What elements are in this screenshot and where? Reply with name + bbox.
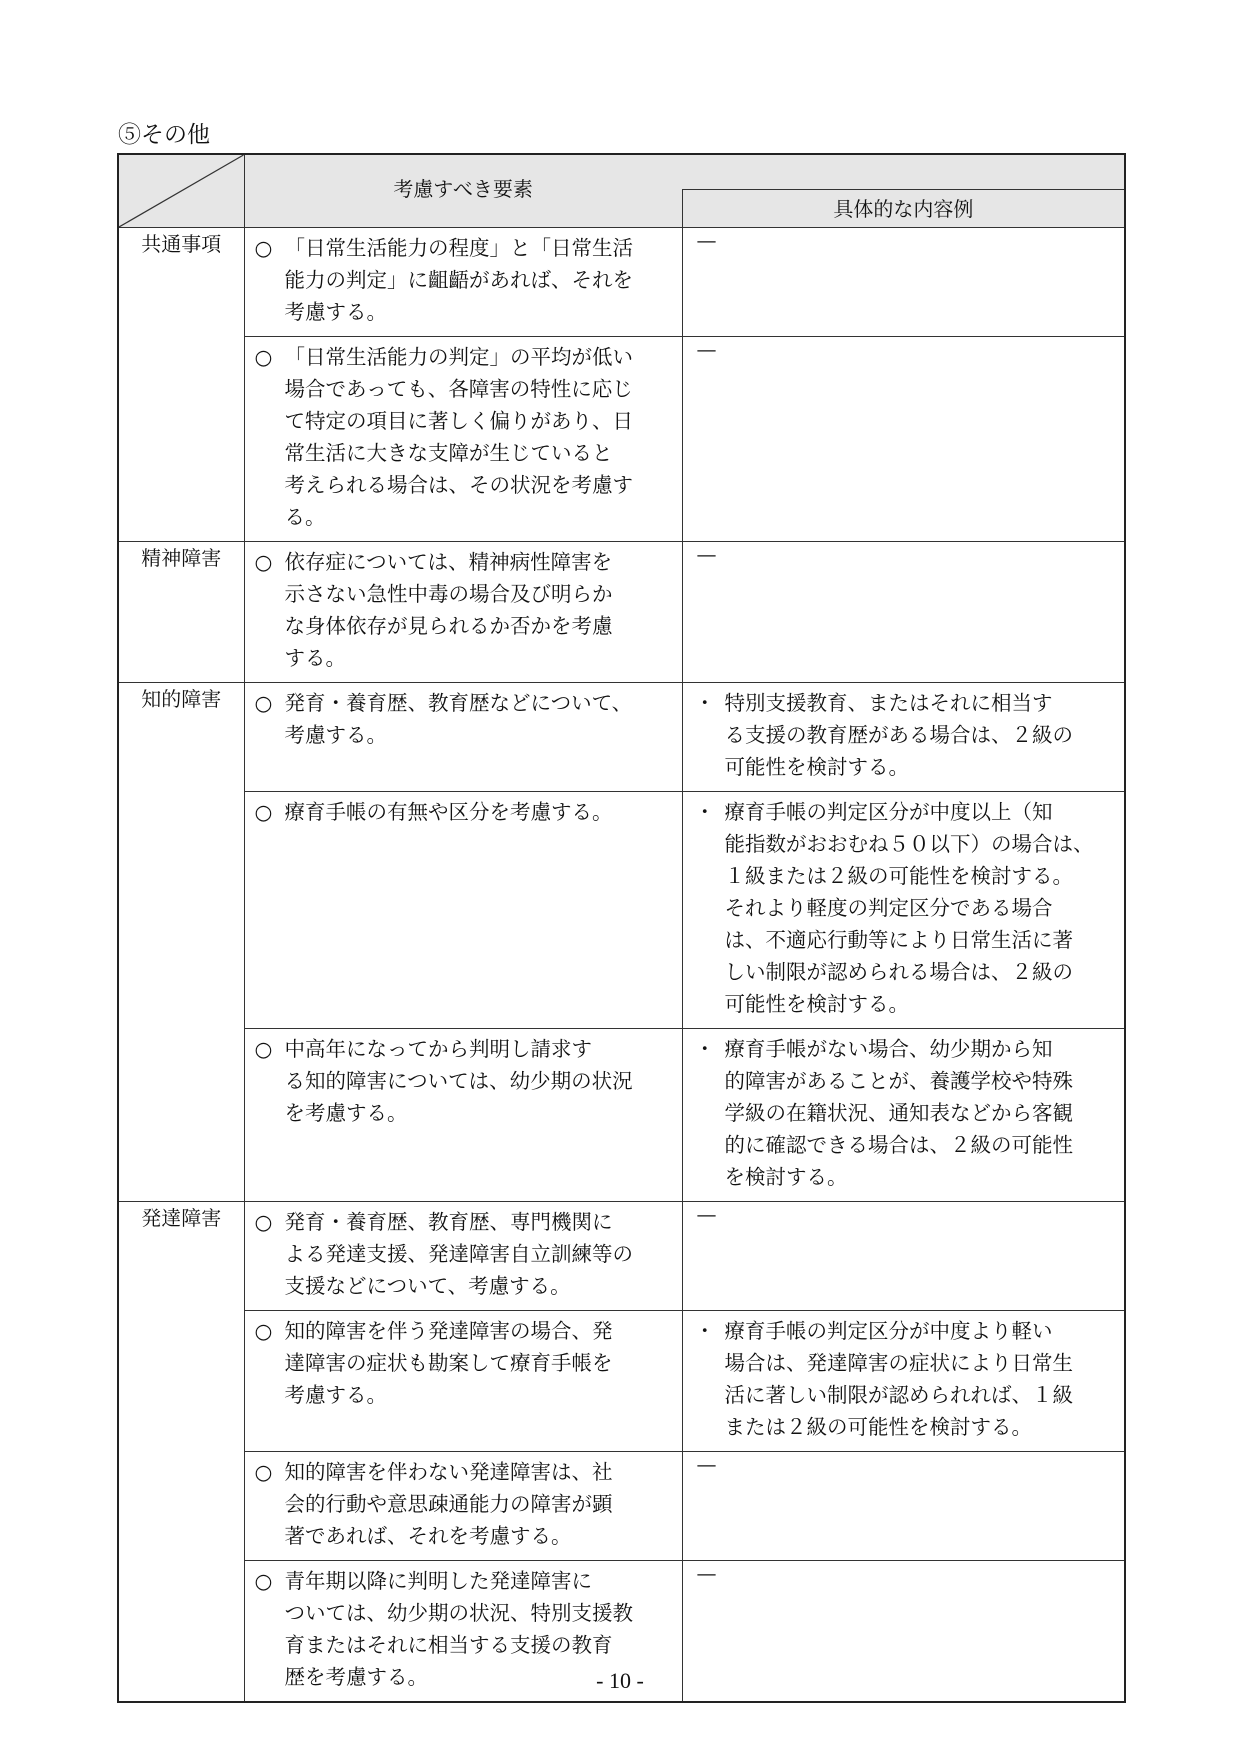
category-cell: 発達障害 (118, 1202, 244, 1703)
factor-text-line: 能力の判定」に齟齬があれば、それを (284, 268, 633, 292)
factor-text-line: 著であれば、それを考慮する。 (284, 1524, 572, 1548)
example-text-line: 能指数がおおむね５０以下）の場合は、 (724, 832, 1094, 856)
factor-text-line: 歴を考慮する。 (284, 1665, 428, 1689)
table-row (118, 542, 1125, 683)
category-cell: 精神障害 (118, 542, 244, 683)
header-example-label: 具体的な内容例 (682, 189, 1124, 227)
example-cell (682, 228, 1125, 337)
example-text-line: 療育手帳の判定区分が中度より軽い (724, 1319, 1053, 1343)
header-main-cell (244, 154, 1125, 228)
example-text-line: は、不適応行動等により日常生活に著 (724, 928, 1073, 952)
factor-cell (244, 542, 682, 683)
factor-text-line: な身体依存が見られるか否かを考慮 (284, 614, 613, 638)
example-cell (682, 1452, 1125, 1561)
diagonal-line (119, 155, 244, 227)
table-row (118, 1452, 1125, 1561)
table-row (118, 228, 1125, 337)
factor-text-line: 考えられる場合は、その状況を考慮す (284, 473, 633, 497)
factor-cell (244, 1202, 682, 1311)
factor-text-line: 「日常生活能力の程度」と「日常生活 (284, 236, 633, 260)
circle-mark-icon: ○ (254, 1319, 273, 1343)
header-factor-label: 考慮すべき要素 (393, 177, 533, 201)
category-cell: 共通事項 (118, 228, 244, 542)
example-cell (682, 542, 1125, 683)
dash-placeholder: — (696, 337, 717, 361)
factor-text-line: よる発達支援、発達障害自立訓練等の (284, 1242, 633, 1266)
section-title: ⑤その他 (118, 122, 210, 148)
factor-text-line: 支援などについて、考慮する。 (284, 1274, 571, 1298)
factor-cell (244, 1029, 682, 1202)
example-text-line: しい制限が認められる場合は、２級の (724, 960, 1073, 984)
factor-text-line: する。 (284, 646, 346, 670)
example-text-line: を検討する。 (724, 1165, 848, 1189)
page-number: - 10 - (596, 1668, 644, 1693)
circle-mark-icon: ○ (254, 691, 273, 715)
factor-text-line: 中高年になってから判明し請求す (284, 1037, 592, 1061)
example-text-line: 療育手帳の判定区分が中度以上（知 (724, 800, 1053, 824)
header-row (118, 154, 1125, 228)
example-text-line: 特別支援教育、またはそれに相当す (724, 691, 1053, 715)
factor-text-line: 考慮する。 (284, 300, 387, 324)
factor-text-line: 考慮する。 (284, 1383, 387, 1407)
factor-text-line: ついては、幼少期の状況、特別支援教 (284, 1601, 633, 1625)
table-row (118, 1311, 1125, 1452)
factor-text-line: 達障害の症状も勘案して療育手帳を (284, 1351, 613, 1375)
factor-text-line: 場合であっても、各障害の特性に応じ (284, 377, 633, 401)
circle-mark-icon: ○ (254, 550, 273, 574)
bullet-icon: ・ (694, 691, 715, 715)
example-text-line: 可能性を検討する。 (724, 755, 909, 779)
factor-text-line: て特定の項目に著しく偏りがあり、日 (284, 409, 633, 433)
table-row (118, 1202, 1125, 1311)
factor-cell (244, 337, 682, 542)
factor-text-line: る。 (284, 505, 326, 529)
factor-cell (244, 792, 682, 1029)
factor-text-line: 発育・養育歴、教育歴、専門機関に (284, 1210, 613, 1234)
factor-text-line: 育またはそれに相当する支援の教育 (284, 1633, 613, 1657)
example-cell (682, 683, 1125, 792)
example-text-line: る支援の教育歴がある場合は、２級の (724, 723, 1073, 747)
factor-text-line: 示さない急性中毒の場合及び明らか (284, 582, 613, 606)
header-corner-cell (118, 154, 244, 228)
bullet-icon: ・ (694, 800, 715, 824)
factor-text-line: る知的障害については、幼少期の状況 (284, 1069, 633, 1093)
example-cell (682, 792, 1125, 1029)
dash-placeholder: — (696, 542, 717, 566)
table-row (118, 1029, 1125, 1202)
factor-cell (244, 1452, 682, 1561)
example-cell (682, 337, 1125, 542)
example-text-line: 療育手帳がない場合、幼少期から知 (724, 1037, 1053, 1061)
considerations-table (117, 153, 1126, 1703)
factor-text-line: 発育・養育歴、教育歴などについて、 (284, 691, 633, 715)
circle-mark-icon: ○ (254, 1569, 273, 1593)
dash-placeholder: — (696, 228, 717, 252)
factor-text-line: 会的行動や意思疎通能力の障害が顕 (284, 1492, 613, 1516)
bullet-icon: ・ (694, 1037, 715, 1061)
example-cell (682, 1202, 1125, 1311)
table-row (118, 683, 1125, 792)
factor-text-line: 知的障害を伴う発達障害の場合、発 (284, 1319, 613, 1343)
factor-text-line: 「日常生活能力の判定」の平均が低い (284, 345, 633, 369)
table-row (118, 337, 1125, 542)
circle-mark-icon: ○ (254, 800, 273, 824)
factor-text-line: を考慮する。 (284, 1101, 408, 1125)
circle-mark-icon: ○ (254, 1460, 273, 1484)
category-cell: 知的障害 (118, 683, 244, 1202)
example-text-line: 可能性を検討する。 (724, 992, 909, 1016)
factor-cell (244, 683, 682, 792)
factor-text-line: 依存症については、精神病性障害を (284, 550, 613, 574)
table-row (118, 792, 1125, 1029)
example-text-line: 活に著しい制限が認められれば、１級 (724, 1383, 1073, 1407)
circle-mark-icon: ○ (254, 1037, 273, 1061)
factor-cell (244, 228, 682, 337)
example-text-line: それより軽度の判定区分である場合 (724, 896, 1053, 920)
example-text-line: 的に確認できる場合は、２級の可能性 (724, 1133, 1073, 1157)
factor-text-line: 知的障害を伴わない発達障害は、社 (284, 1460, 613, 1484)
bullet-icon: ・ (694, 1319, 715, 1343)
example-text-line: １級または２級の可能性を検討する。 (724, 864, 1073, 888)
example-text-line: 学級の在籍状況、通知表などから客観 (724, 1101, 1073, 1125)
example-text-line: 的障害があることが、養護学校や特殊 (724, 1069, 1073, 1093)
dash-placeholder: — (696, 1561, 717, 1585)
circle-mark-icon: ○ (254, 1210, 273, 1234)
factor-text-line: 常生活に大きな支障が生じていると (284, 441, 613, 465)
example-text-line: 場合は、発達障害の症状により日常生 (724, 1351, 1073, 1375)
dash-placeholder: — (696, 1452, 717, 1476)
factor-text-line: 療育手帳の有無や区分を考慮する。 (284, 800, 613, 824)
factor-text-line: 考慮する。 (284, 723, 387, 747)
example-cell (682, 1029, 1125, 1202)
circle-mark-icon: ○ (254, 236, 273, 260)
factor-cell (244, 1311, 682, 1452)
example-text-line: または２級の可能性を検討する。 (724, 1415, 1032, 1439)
circle-mark-icon: ○ (254, 345, 273, 369)
dash-placeholder: — (696, 1202, 717, 1226)
factor-text-line: 青年期以降に判明した発達障害に (284, 1569, 592, 1593)
example-cell (682, 1311, 1125, 1452)
